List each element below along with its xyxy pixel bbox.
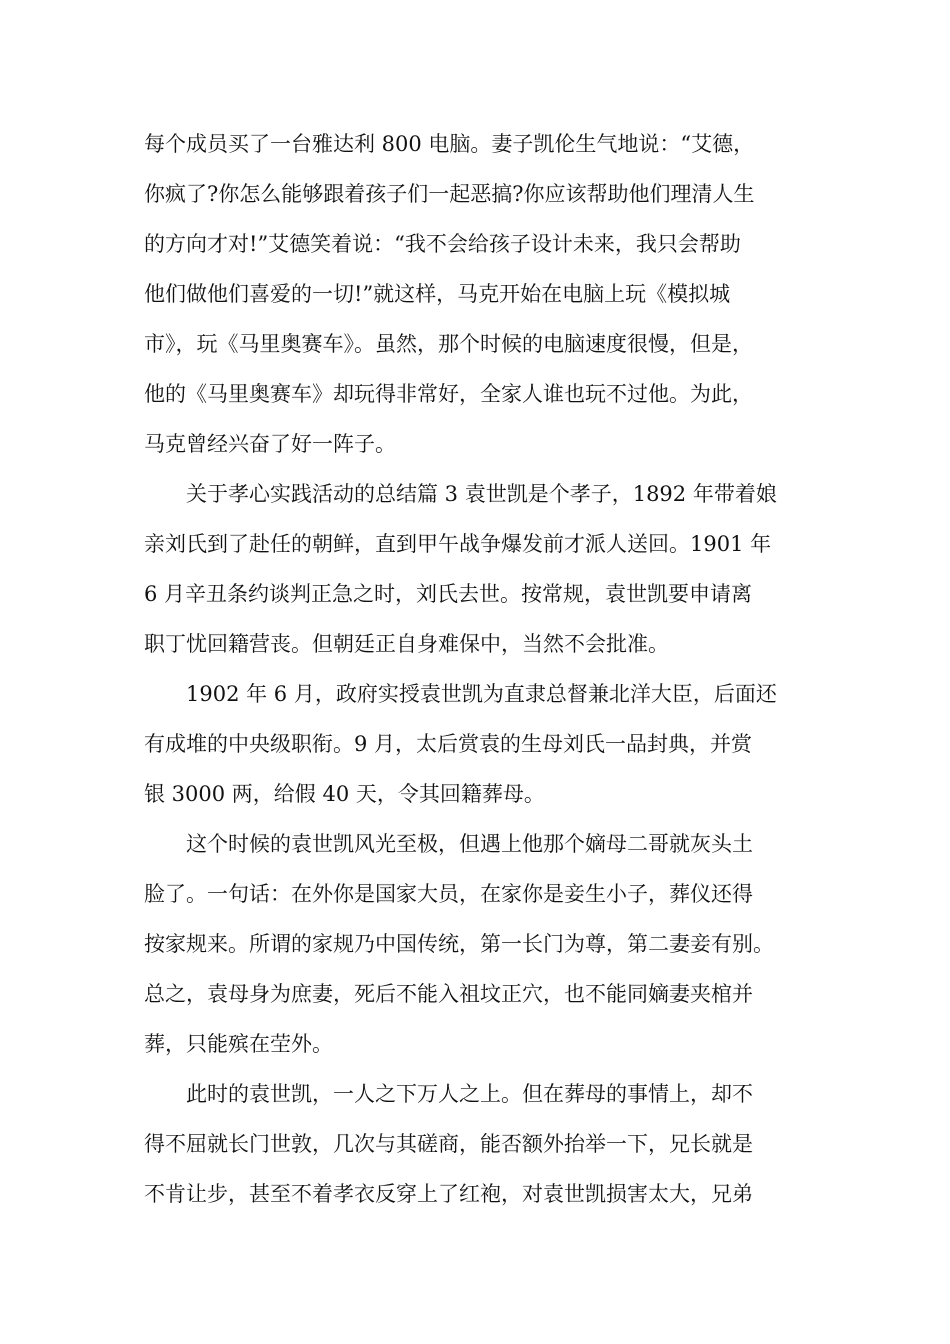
text-line: 总之，袁母身为庶妻，死后不能入祖坟正穴，也不能同嫡妻夹棺并 bbox=[144, 982, 753, 1006]
document-body bbox=[144, 119, 824, 1219]
paragraph-5 bbox=[144, 1069, 824, 1119]
paragraph-4-cont bbox=[144, 869, 824, 1069]
text-line: 亲刘氏到了赴任的朝鲜，直到甲午战争爆发前才派人送回。1901 年 bbox=[144, 532, 772, 556]
paragraph-5-cont bbox=[144, 1119, 824, 1219]
paragraph-2-cont bbox=[144, 519, 824, 669]
paragraph-2 bbox=[144, 469, 824, 519]
text-line: 市》，玩《马里奥赛车》。虽然，那个时候的电脑速度很慢，但是， bbox=[144, 332, 753, 356]
paragraph-1 bbox=[144, 119, 824, 469]
text-line: 银 3000 两，给假 40 天，令其回籍葬母。 bbox=[144, 782, 545, 806]
text-line: 按家规来。所谓的家规乃中国传统，第一长门为尊，第二妻妾有别。 bbox=[144, 932, 774, 956]
text-line: 此时的袁世凯，一人之下万人之上。但在葬母的事情上，却不 bbox=[186, 1082, 753, 1106]
text-line: 每个成员买了一台雅达利 800 电脑。妻子凯伦生气地说：“艾德， bbox=[144, 132, 755, 156]
text-line: 职丁忧回籍营丧。但朝廷正自身难保中，当然不会批准。 bbox=[144, 632, 669, 656]
text-line: 1902 年 6 月，政府实授袁世凯为直隶总督兼北洋大臣，后面还 bbox=[186, 682, 777, 706]
text-line: 他们做他们喜爱的一切!”就这样，马克开始在电脑上玩《模拟城 bbox=[144, 282, 731, 306]
paragraph-4 bbox=[144, 819, 824, 869]
text-line: 葬，只能殡在茔外。 bbox=[144, 1032, 333, 1056]
text-line: 马克曾经兴奋了好一阵子。 bbox=[144, 432, 396, 456]
paragraph-3-cont bbox=[144, 719, 824, 819]
text-line: 有成堆的中央级职衔。9 月，太后赏袁的生母刘氏一品封典，并赏 bbox=[144, 732, 753, 756]
text-line: 得不屈就长门世敦，几次与其磋商，能否额外抬举一下，兄长就是 bbox=[144, 1132, 753, 1156]
text-line: 脸了。一句话：在外你是国家大员，在家你是妾生小子，葬仪还得 bbox=[144, 882, 753, 906]
text-line: 关于孝心实践活动的总结篇 3 袁世凯是个孝子，1892 年带着娘 bbox=[186, 482, 777, 506]
text-line: 的方向才对!”艾德笑着说：“我不会给孩子设计未来，我只会帮助 bbox=[144, 232, 741, 256]
paragraph-3 bbox=[144, 669, 824, 719]
text-line: 这个时候的袁世凯风光至极，但遇上他那个嫡母二哥就灰头土 bbox=[186, 832, 753, 856]
text-line: 他的《马里奥赛车》却玩得非常好，全家人谁也玩不过他。为此， bbox=[144, 382, 753, 406]
text-line: 不肯让步，甚至不着孝衣反穿上了红袍，对袁世凯损害太大，兄弟 bbox=[144, 1182, 753, 1206]
text-line: 6 月辛丑条约谈判正急之时，刘氏去世。按常规，袁世凯要申请离 bbox=[144, 582, 753, 606]
text-line: 你疯了?你怎么能够跟着孩子们一起恶搞?你应该帮助他们理清人生 bbox=[144, 182, 755, 206]
